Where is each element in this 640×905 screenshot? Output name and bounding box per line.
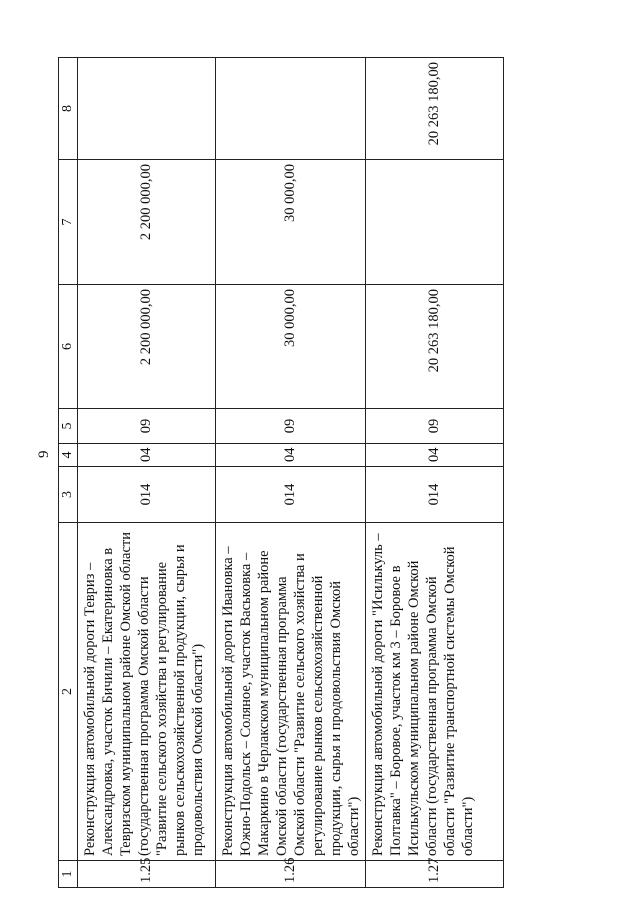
header-row <box>59 58 78 888</box>
cell-col3: 014 <box>216 467 366 523</box>
cell-col6: 20 263 180,00 <box>366 285 504 409</box>
row-number: 1.25 <box>78 861 216 888</box>
cell-col8 <box>78 58 216 160</box>
row-description: Реконструкция автомобильной дороги "Исилькуль – Полтавка" – Боровое, участок км 3 – Боровое в Исилькульском муниципальном районе Омской области (государственная программа Омской области "Развитие транспортной системы Омской области") <box>366 523 504 861</box>
cell-col8 <box>216 58 366 160</box>
header-cell: 1 <box>59 861 78 888</box>
cell-col3: 014 <box>78 467 216 523</box>
header-cell: 3 <box>59 467 78 523</box>
cell-col5: 09 <box>78 409 216 444</box>
budget-table <box>58 57 504 888</box>
cell-col7: 2 200 000,00 <box>78 160 216 285</box>
cell-col3: 014 <box>366 467 504 523</box>
header-cell: 6 <box>59 285 78 409</box>
budget-table-rotated <box>58 58 498 888</box>
cell-col5: 09 <box>216 409 366 444</box>
row-number: 1.26 <box>216 861 366 888</box>
row-number: 1.27 <box>366 861 504 888</box>
header-cell: 7 <box>59 160 78 285</box>
header-cell: 4 <box>59 444 78 467</box>
table-row <box>366 58 504 888</box>
row-description: Реконструкция автомобильной дороги Тевриз – Александровка, участок Бичили – Екатериновка в Тевризском муниципальном районе Омской области (государственная программа Омской области "Развитие сельского хозяйства и регулирование рынков сельскохозяйственной продукции, сырья и продовольствия Омской области") <box>78 523 216 861</box>
header-cell: 2 <box>59 523 78 861</box>
cell-col7 <box>366 160 504 285</box>
header-cell: 5 <box>59 409 78 444</box>
cell-col4: 04 <box>78 444 216 467</box>
row-description: Реконструкция автомобильной дороги Ивановка – Южно-Подольск – Соляное, участок Васьковка – Макаркино в Черлакском муниципальном районе Омской области (государственная программа Омской области "Развитие сельского хозяйства и регулирование рынков сельскохозяйственной продукции, сырья и продовольствия Омской области") <box>216 523 366 861</box>
header-cell: 8 <box>59 58 78 160</box>
cell-col8: 20 263 180,00 <box>366 58 504 160</box>
cell-col4: 04 <box>366 444 504 467</box>
page-number: 9 <box>36 450 52 458</box>
cell-col4: 04 <box>216 444 366 467</box>
cell-col5: 09 <box>366 409 504 444</box>
cell-col6: 2 200 000,00 <box>78 285 216 409</box>
table-row <box>78 58 216 888</box>
cell-col6: 30 000,00 <box>216 285 366 409</box>
cell-col7: 30 000,00 <box>216 160 366 285</box>
table-row <box>216 58 366 888</box>
